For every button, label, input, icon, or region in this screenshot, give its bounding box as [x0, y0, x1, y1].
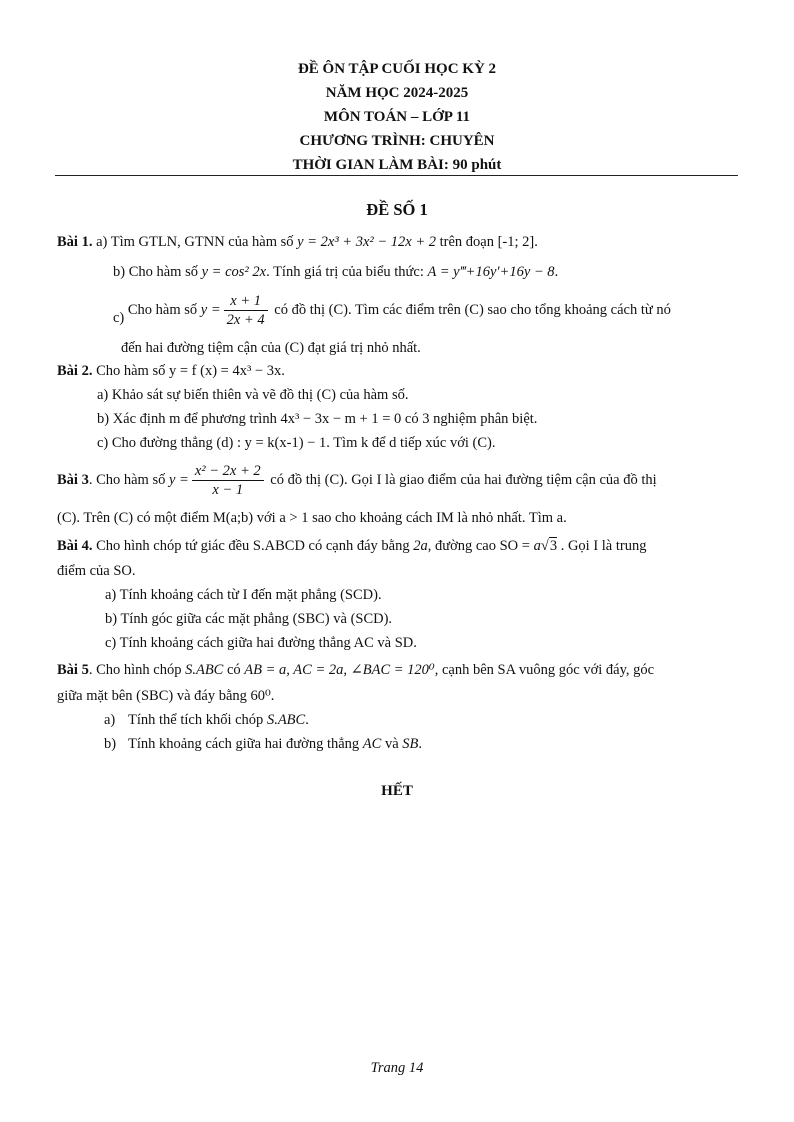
bai1-a-interval: trên đoạn [-1; 2]. — [439, 234, 538, 250]
bai1-b-expression: A = y‴+16y′+16y − 8 — [427, 264, 555, 280]
bai1-line-b — [113, 262, 558, 282]
bai1-c-continuation: đến hai đường tiệm cận của (C) đạt giá trị nhỏ nhất. — [121, 340, 421, 356]
bai4-height-root: 3 — [549, 538, 558, 554]
bai5-co: có — [226, 662, 241, 678]
bai5-b-text: Tính khoảng cách giữa hai đường thẳng — [128, 736, 360, 752]
end-marker: HẾT — [381, 783, 413, 799]
bai3-fraction — [192, 462, 264, 499]
bai5-pyramid: S.ABC — [185, 662, 224, 678]
bai3-post: có đồ thị (C). Gọi I là giao điểm của hai đường tiệm cận của đồ thị — [270, 472, 657, 488]
bai4-line-1 — [57, 536, 646, 556]
bai3-y: y = — [168, 472, 189, 488]
bai5-b — [104, 734, 422, 754]
page-number: Trang 14 — [370, 1060, 424, 1076]
bai3-numerator: x² − 2x + 2 — [192, 462, 264, 481]
exam-header — [0, 57, 794, 177]
bai2-intro: Cho hàm số y = f (x) = 4x³ − 3x. — [96, 363, 285, 379]
bai5-b-sb: SB — [402, 736, 419, 752]
bai2-label: Bài 2. — [57, 363, 93, 379]
bai4-pre: Cho hình chóp tứ giác đều S.ABCD có cạnh đáy bằng — [96, 538, 410, 554]
bai1-b-text: b) Cho hàm số — [113, 264, 198, 280]
bai5-line-2: giữa mặt bên (SBC) và đáy bằng 60⁰. — [57, 688, 275, 704]
bai3-line-1 — [57, 458, 657, 502]
bai5-post: , cạnh bên SA vuông góc với đáy, góc — [434, 662, 655, 678]
bai1-c-text: Cho hàm số — [127, 302, 198, 318]
bai1-label: Bài 1. — [57, 234, 93, 250]
bai4-mid: , đường cao SO = — [427, 538, 530, 554]
bai5-a-text: Tính thể tích khối chóp — [128, 712, 264, 728]
bai1-b-period: . — [554, 264, 559, 280]
bai4-c: c) Tính khoảng cách giữa hai đường thẳng AC và SD. — [105, 635, 417, 651]
bai5-label: Bài 5 — [57, 662, 89, 678]
bai4-a: a) Tính khoảng cách từ I đến mặt phẳng (SCD). — [105, 587, 382, 603]
bai5-a-label: a) — [104, 712, 116, 728]
bai3-label: Bài 3 — [57, 472, 89, 488]
bai1-c-denominator: 2x + 4 — [226, 312, 265, 329]
bai1-c-numerator: x + 1 — [224, 292, 268, 311]
bai1-line-c — [113, 288, 671, 332]
bai1-a-text: a) Tìm GTLN, GTNN của hàm số — [96, 234, 294, 250]
bai4-b: b) Tính góc giữa các mặt phẳng (SBC) và (SCD). — [105, 611, 393, 627]
bai4-line-2: điểm của SO. — [57, 563, 136, 579]
bai5-a-period: . — [305, 712, 309, 728]
bai1-b-formula: y = cos² 2x — [201, 264, 267, 280]
header-subject: MÔN TOÁN – LỚP 11 — [323, 109, 471, 125]
bai1-c-post: có đồ thị (C). Tìm các điểm trên (C) sao cho tổng khoảng cách từ nó — [274, 302, 671, 318]
exam-number-title: ĐỀ SỐ 1 — [366, 200, 428, 219]
bai5-b-ac: AC — [362, 736, 382, 752]
bai4-height-a: a — [533, 538, 541, 554]
header-divider — [55, 175, 738, 176]
bai4-edge: 2a — [413, 538, 428, 554]
bai5-a — [104, 710, 309, 730]
bai2-line-b — [97, 409, 537, 429]
bai5-pre: . Cho hình chóp — [88, 662, 182, 678]
bai2-a: a) Khảo sát sự biến thiên và vẽ đồ thị (C) của hàm số. — [97, 387, 409, 403]
bai3-pre: . Cho hàm số — [88, 472, 166, 488]
bai2-line-intro — [57, 361, 285, 381]
bai3-line-2: (C). Trên (C) có một điểm M(a;b) với a > 1 sao cho khoảng cách IM là nhỏ nhất. Tìm a. — [57, 510, 567, 526]
bai5-given: AB = a, AC = 2a, ∠BAC = 120⁰ — [244, 662, 435, 678]
bai2-b-text: b) Xác định m để phương trình — [97, 411, 277, 427]
bai1-c-fraction — [224, 292, 268, 329]
bai1-line-a — [57, 232, 538, 252]
bai5-line-1 — [57, 660, 654, 680]
bai5-b-va: và — [384, 736, 399, 752]
bai2-b-post: có 3 nghiệm phân biệt. — [404, 411, 538, 427]
bai4-post: . Gọi I là trung — [560, 538, 647, 554]
bai2-b-equation: 4x³ − 3x − m + 1 = 0 — [280, 411, 402, 427]
header-program: CHƯƠNG TRÌNH: CHUYÊN — [299, 133, 495, 149]
bai5-a-object: S.ABC — [266, 712, 306, 728]
bai5-b-label: b) — [104, 736, 117, 752]
bai1-c-y: y = — [200, 302, 221, 318]
bai1-c-label: c) — [113, 310, 125, 326]
bai4-label: Bài 4. — [57, 538, 93, 554]
bai1-a-formula: y = 2x³ + 3x² − 12x + 2 — [297, 234, 436, 250]
bai4-sqrt-sign: √ — [540, 538, 549, 554]
bai1-b-mid: . Tính giá trị của biểu thức: — [266, 264, 424, 280]
bai2-c: c) Cho đường thẳng (d) : y = k(x-1) − 1. Tìm k để d tiếp xúc với (C). — [97, 435, 496, 451]
header-title: ĐỀ ÔN TẬP CUỐI HỌC KỲ 2 — [297, 61, 497, 77]
bai5-b-period: . — [418, 736, 422, 752]
header-school-year: NĂM HỌC 2024-2025 — [325, 85, 469, 101]
bai3-denominator: x − 1 — [212, 482, 244, 499]
header-duration: THỜI GIAN LÀM BÀI: 90 phút — [292, 157, 502, 173]
